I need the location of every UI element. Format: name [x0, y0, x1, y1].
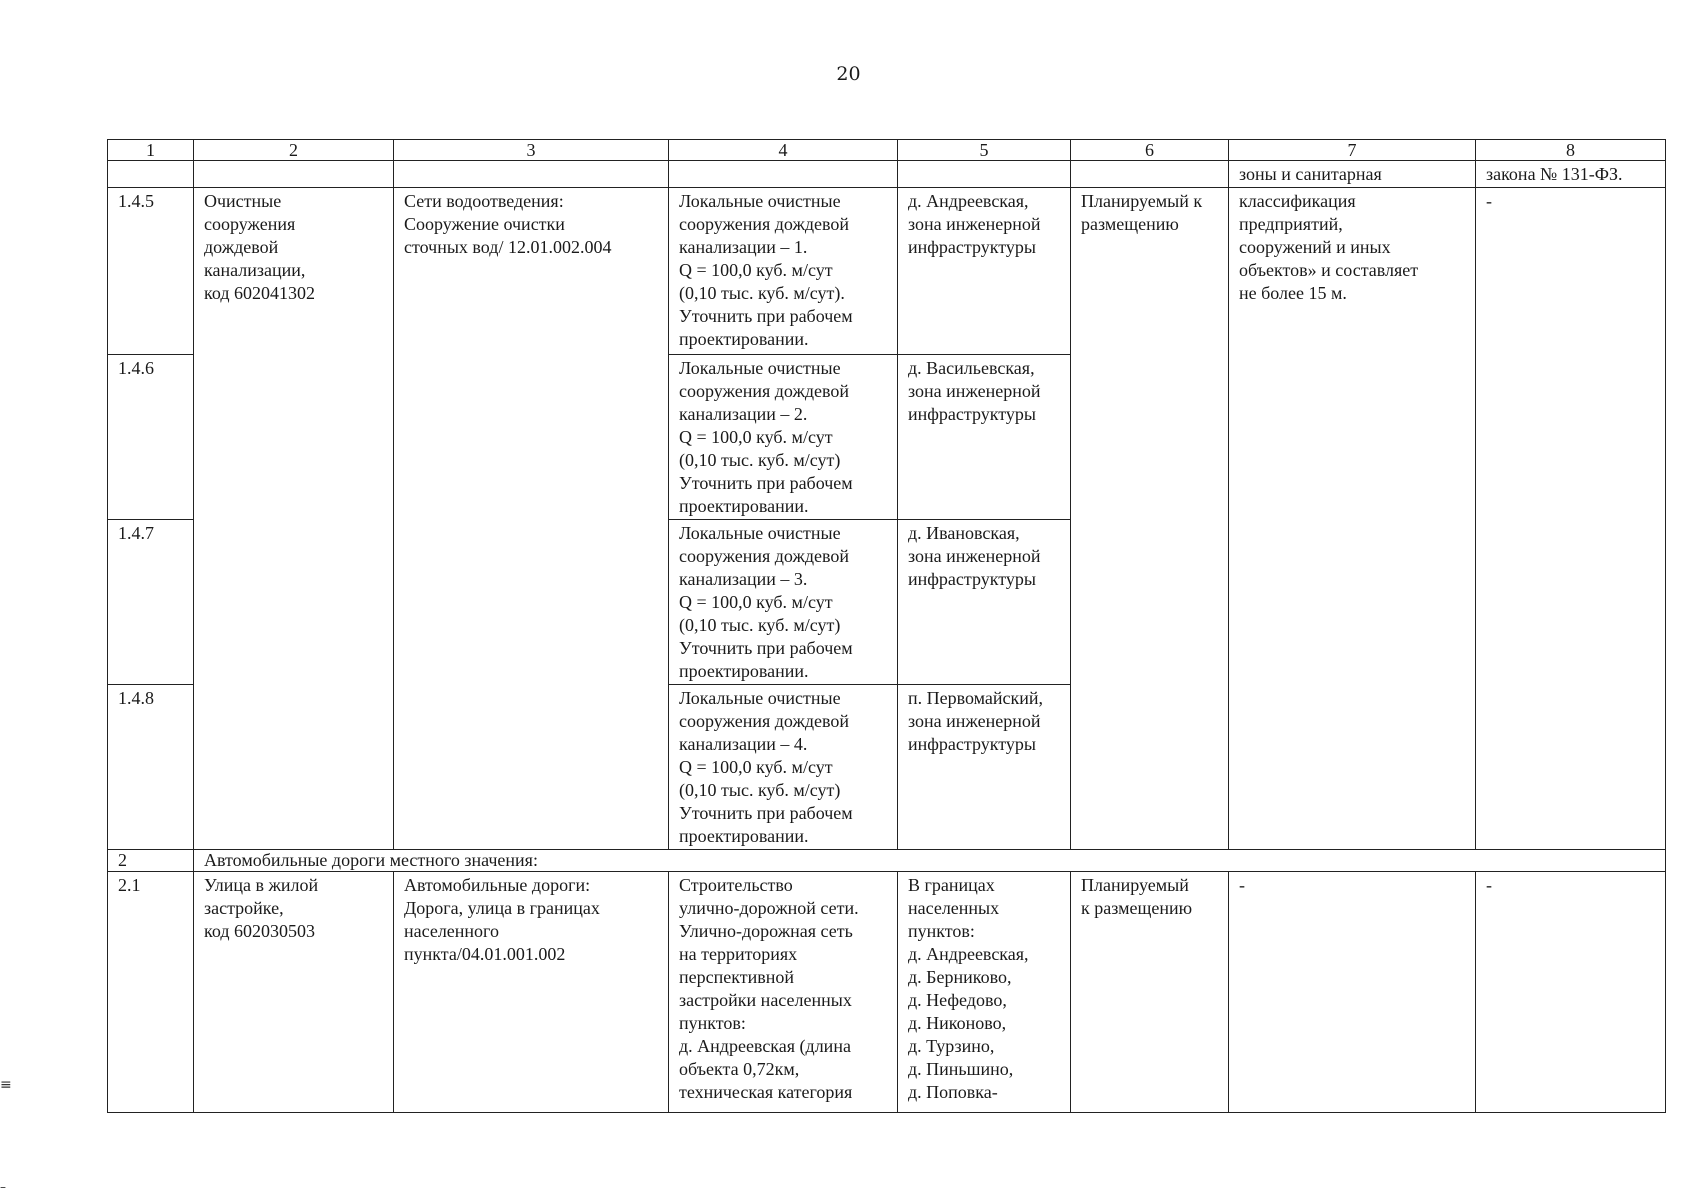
object-location: д. Васильевская, зона инженерной инфраструктуры	[898, 355, 1071, 520]
continuation-col7: зоны и санитарная	[1229, 161, 1476, 188]
section-row	[108, 850, 1666, 872]
object-location: В границах населенных пунктов: д. Андреевская, д. Берниково, д. Нефедово, д. Никоново, д. Турзино, д. Пиньшино, д. Поповка-	[898, 872, 1071, 1113]
object-status: Планируемый к размещению	[1071, 188, 1229, 850]
empty-cell	[108, 161, 194, 188]
object-location: д. Ивановская, зона инженерной инфраструктуры	[898, 520, 1071, 685]
continuation-row	[108, 161, 1666, 188]
header-row	[108, 140, 1666, 161]
header-cell: 7	[1229, 140, 1476, 161]
table-row	[108, 188, 1666, 355]
row-number: 1.4.5	[108, 188, 194, 355]
col8-value: -	[1476, 188, 1666, 850]
header-cell: 6	[1071, 140, 1229, 161]
empty-cell	[1071, 161, 1229, 188]
margin-marks: ≡	[0, 1077, 12, 1093]
section-number: 2	[108, 850, 194, 872]
object-description: Локальные очистные сооружения дождевой канализации – 4. Q = 100,0 куб. м/сут (0,10 тыс. куб. м/сут) Уточнить при рабочем проектировании.	[669, 685, 898, 850]
network-type: Автомобильные дороги: Дорога, улица в границах населенного пункта/04.01.001.002	[394, 872, 669, 1113]
object-description: Локальные очистные сооружения дождевой канализации – 1. Q = 100,0 куб. м/сут (0,10 тыс. куб. м/сут). Уточнить при рабочем проектировании.	[669, 188, 898, 355]
empty-cell	[898, 161, 1071, 188]
table-row	[108, 872, 1666, 1113]
header-cell: 2	[194, 140, 394, 161]
col8-value: -	[1476, 872, 1666, 1113]
page-number: 20	[836, 63, 861, 85]
object-name: Улица в жилой застройке, код 602030503	[194, 872, 394, 1113]
object-description: Локальные очистные сооружения дождевой канализации – 2. Q = 100,0 куб. м/сут (0,10 тыс. куб. м/сут) Уточнить при рабочем проектировании.	[669, 355, 898, 520]
header-cell: 1	[108, 140, 194, 161]
zone-characteristics: классификация предприятий, сооружений и иных объектов» и составляет не более 15 м.	[1229, 188, 1476, 850]
object-description: Строительство улично-дорожной сети. Улично-дорожная сеть на территориях перспективной застройки населенных пунктов: д. Андреевская (длина объекта 0,72км, техническая категория	[669, 872, 898, 1113]
header-cell: 3	[394, 140, 669, 161]
planning-table	[107, 139, 1666, 1113]
row-number: 2.1	[108, 872, 194, 1113]
margin-tick: –	[0, 1180, 6, 1194]
zone-characteristics: -	[1229, 872, 1476, 1113]
header-cell: 5	[898, 140, 1071, 161]
continuation-col8: закона № 131-ФЗ.	[1476, 161, 1666, 188]
row-number: 1.4.7	[108, 520, 194, 685]
object-location: д. Андреевская, зона инженерной инфраструктуры	[898, 188, 1071, 355]
header-cell: 8	[1476, 140, 1666, 161]
empty-cell	[394, 161, 669, 188]
object-name: Очистные сооружения дождевой канализации, код 602041302	[194, 188, 394, 850]
empty-cell	[669, 161, 898, 188]
object-description: Локальные очистные сооружения дождевой канализации – 3. Q = 100,0 куб. м/сут (0,10 тыс. куб. м/сут) Уточнить при рабочем проектировании.	[669, 520, 898, 685]
object-status: Планируемый к размещению	[1071, 872, 1229, 1113]
row-number: 1.4.6	[108, 355, 194, 520]
object-location: п. Первомайский, зона инженерной инфраструктуры	[898, 685, 1071, 850]
network-type: Сети водоотведения: Сооружение очистки сточных вод/ 12.01.002.004	[394, 188, 669, 850]
empty-cell	[194, 161, 394, 188]
row-number: 1.4.8	[108, 685, 194, 850]
section-title: Автомобильные дороги местного значения:	[194, 850, 1666, 872]
header-cell: 4	[669, 140, 898, 161]
